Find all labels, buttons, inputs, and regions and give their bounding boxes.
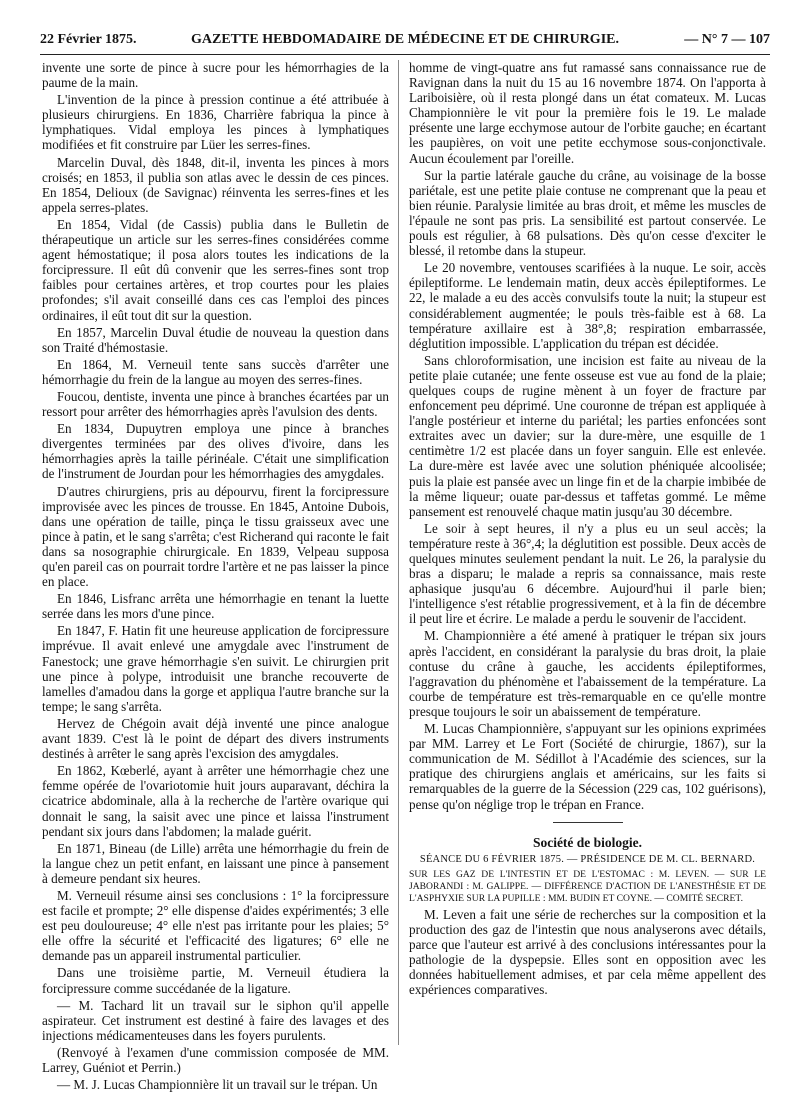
session-summary: SUR LES GAZ DE L'INTESTIN ET DE L'ESTOMAC : M. LEVEN. — SUR LE JABORANDI : M. GALIPPE. — DIFFÉRENCE D'ACTION DE L'ANESTHÉSIE ET DE L'ASPHYXIE SUR LA PUPILLE : MM. BUDIN ET COYNE. — COMITÉ SECRET. — [409, 868, 766, 904]
column-divider — [398, 60, 399, 1045]
seance-line: SÉANCE DU 6 FÉVRIER 1875. — PRÉSIDENCE DE M. CL. BERNARD. — [419, 853, 756, 865]
paragraph: Le soir à sept heures, il n'y a plus eu un seul accès; la température reste à 36°,4; la déglutition est possible. Deux accès de quelques minutes seulement pendant la nuit. Le 26, la paralysie du bras a disparu; le malade a repris sa connaissance, mais reste aphasique jusqu'au 6 décembre. Aujourd'hui il parle bien; l'intelligence s'est rétablie progressivement, et à la fin de décembre il peut lire et écrire. Le malade a perdu le souvenir de l'accident. — [409, 520, 766, 627]
paragraph: En 1862, Kœberlé, ayant à arrêter une hémorrhagie chez une femme opérée de l'ovariotomie huit jours auparavant, déchira la cicatrice abdominale, alla à la recherche de l'artère ovarique qui donnait le sang, la saisit avec une pince et laissa l'instrument pendant six jours dans l'abdomen; la malade guérit. — [42, 763, 389, 839]
paragraph: — M. Tachard lit un travail sur le siphon qu'il appelle aspirateur. Cet instrument est destiné à faire des lavages et des injections médicamenteuses dans les foyers purulents. — [42, 997, 389, 1043]
paragraph: Foucou, dentiste, inventa une pince à branches écartées par un ressort pour arrêter des hémorrhagies après l'avulsion des dents. — [42, 388, 389, 420]
paragraph: Le 20 novembre, ventouses scarifiées à la nuque. Le soir, accès épileptiforme. Le lendemain matin, deux accès épileptiformes. Le 22, le malade a eu des accès convulsifs toute la nuit; la stupeur est considérablement augmentée; le pouls très-faible est à 68. La température axillaire est à 38°,8; respiration embarrassée, déglutition impossible. L'application du trépan est décidée. — [409, 260, 766, 351]
left-column — [42, 60, 389, 1094]
paragraph: Hervez de Chégoin avait déjà inventé une pince analogue avant 1839. C'est là le point de départ des divers instruments destinés à arrêter le sang après l'excision des amygdales. — [42, 715, 389, 762]
paragraph: M. Verneuil résume ainsi ses conclusions : 1° la forcipressure est facile et prompte; 2° elle dispense d'aides expérimentés; 3 elle est peu douloureuse; 4° elle n'est pas irritante pour les plaies; 5° elle offre la sécurité et l'efficacité des ligatures; 6° elle ne demande pas un appareil instrumental particulier. — [42, 887, 389, 964]
paragraph: En 1864, M. Verneuil tente sans succès d'arrêter une hémorrhagie du frein de la langue au moyen des serres-fines. — [42, 356, 389, 387]
paragraph: D'autres chirurgiens, pris au dépourvu, firent la forcipressure improvisée avec les pinces de trousse. En 1845, Antoine Dubois, dans une opération de taille, pinça le tissu graisseux avec une pince à patin, et le sang s'arrêta; c'est Richerand qui raconte le fait dans sa nosographie chirurgicale. En 1839, Velpeau supposa qu'en pareil cas on pourrait tordre l'artère et ne pas laisser la pince en place. — [42, 483, 389, 590]
paragraph: homme de vingt-quatre ans fut ramassé sans connaissance rue de Ravignan dans la nuit du 15 au 16 novembre 1874. On l'apporta à Lariboisière, où il resta plongé dans un état comateux. M. Lucas Championnière le vit pour la première fois le 19. Le malade présente une large ecchymose autour de l'orbite gauche; en écartant les paupières, on voit une petite ecchymose sous-conjonctivale. Aucun écoulement par l'oreille. — [409, 60, 766, 166]
journal-title: GAZETTE HEBDOMADAIRE DE MÉDECINE ET DE CHIRURGIE. — [191, 32, 619, 47]
paragraph: invente une sorte de pince à sucre pour les hémorrhagies de la paume de la main. — [42, 60, 389, 91]
paragraph: En 1871, Bineau (de Lille) arrêta une hémorrhagie du frein de la langue chez un petit enfant, en laissant une pince à pansement à demeure pendant six heures. — [42, 840, 389, 886]
paragraph: En 1857, Marcelin Duval étudie de nouveau la question dans son Traité d'hémostasie. — [42, 324, 389, 355]
section-rule — [553, 822, 623, 823]
section-title: Société de biologie. — [532, 834, 643, 850]
paragraph: M. Championnière a été amené à pratiquer le trépan six jours après l'accident, en considérant la paralysie du bras droit, la plaie contuse du crâne à gauche, les accidents épileptiformes, l'aggravation du phénomène et l'abaissement de la température. La courbe de température est très-remarquable en ce qu'elle montre presque toujours le soir un abaissement de température. — [409, 628, 766, 719]
paragraph: M. Lucas Championnière, s'appuyant sur les opinions exprimées par MM. Larrey et Le Fort (Société de chirurgie, 1867), sur la communication de M. Sédillot à l'Académie des sciences, sur la pratique des chirurgiens anglais et américains, sur les faits si remarquables de la guerre de la Sécession (229 cas, 102 guérisons), pense qu'on néglige trop le trépan en France. — [409, 721, 766, 812]
paragraph: — M. J. Lucas Championnière lit un travail sur le trépan. Un — [57, 1077, 378, 1093]
paragraph: Sans chloroformisation, une incision est faite au niveau de la petite plaie cutanée; une fente osseuse est vue au fond de la plaie; quelques coups de rugine mènent à un foyer de fracture par enfoncement peu déprimé. Une couronne de trépan est appliquée à l'angle postérieur et interne du pariétal; les parties enfoncées sont extraites avec un davier; sur la dure-mère, une esquille de 1 centimètre 1/2 est placée dans un foyer sanguin. Elle est enlevée. La dure-mère est lavée avec une solution phéniquée alcoolisée; puis la plaie est pansée avec un linge fin et de la charpie imbibée de la même liqueur; ouate par-dessus et taffetas gommé. Le même pansement est renouvelé chaque matin jusqu'au 30 décembre. — [409, 352, 766, 519]
paragraph: (Renvoyé à l'examen d'une commission composée de MM. Larrey, Guéniot et Perrin.) — [42, 1044, 389, 1075]
issue-folio: — N° 7 — 107 — [684, 32, 770, 47]
paragraph: En 1846, Lisfranc arrêta une hémorrhagie en tenant la luette serrée dans les mors d'une pince. — [42, 591, 389, 622]
paragraph: Dans une troisième partie, M. Verneuil étudiera la forcipressure comme succédanée de la ligature. — [42, 965, 389, 996]
paragraph: En 1834, Dupuytren employa une pince à branches divergentes terminées par des olives d'ivoire, dans les hémorrhagies après la taille périnéale. C'était une simplification de l'instrument de Jourdan pour les hémorrhagies des amygdales. — [42, 421, 389, 482]
issue-date: 22 Février 1875. — [40, 32, 137, 47]
paragraph: L'invention de la pince à pression continue a été attribuée à plusieurs chirurgiens. En 1836, Charrière fabriqua la pince à lymphatiques. Vidal employa les pinces à lymphatiques modifiées et fit construire par Lüer les serres-fines. — [42, 92, 389, 153]
running-header — [40, 30, 770, 55]
paragraph: M. Leven a fait une série de recherches sur la composition et la production des gaz de l'intestin que nous analyserons avec détails, parce que l'auteur est arrivé à des conclusions intéressantes pour la pathologie de la dyspepsie. Elles sont en opposition avec les données habituellement admises, et par cela même appellent des expériences comparatives. — [409, 906, 766, 998]
paragraph: En 1854, Vidal (de Cassis) publia dans le Bulletin de thérapeutique un article sur les serres-fines considérées comme agent hémostatique; il posa alors toutes les indications de la forcipressure. Il eût dû convenir que les serres-fines sont trop faibles pour certaines artères, et trop courtes pour les plaies profondes; s'il avait conseillé dans ces cas l'emploi des pinces ordinaires, il eût tout dit sur la question. — [42, 216, 389, 323]
paragraph: Marcelin Duval, dès 1848, dit-il, inventa les pinces à mors croisés; en 1853, il publia son atlas avec le dessin de ces pinces. En 1854, Delioux (de Savignac) réinventa les serres-fines et les appela serres-plates. — [42, 154, 389, 215]
paragraph: Sur la partie latérale gauche du crâne, au voisinage de la bosse pariétale, est une petite plaie contuse ne comprenant que la peau et bien réunie. Paralysie limitée au bras droit, et même les muscles de l'épaule ne sont pas pris. La sensibilité est partout conservée. Le pouls est régulier, à 68 pulsations. Dès qu'on cesse d'exciter le blessé, il retombe dans la stupeur. — [409, 167, 766, 259]
right-column — [409, 60, 766, 999]
paragraph: En 1847, F. Hatin fit une heureuse application de forcipressure imprévue. Il avait enlevé une amygdale avec l'instrument de Fanestock; une grave hémorrhagie s'en suivit. Le chirurgien prit une pince à polype, introduisit une branche recouverte de lamelles d'amadou dans la gorge et appliqua l'autre branche sur la tempe; le sang s'arrêta. — [42, 623, 389, 714]
